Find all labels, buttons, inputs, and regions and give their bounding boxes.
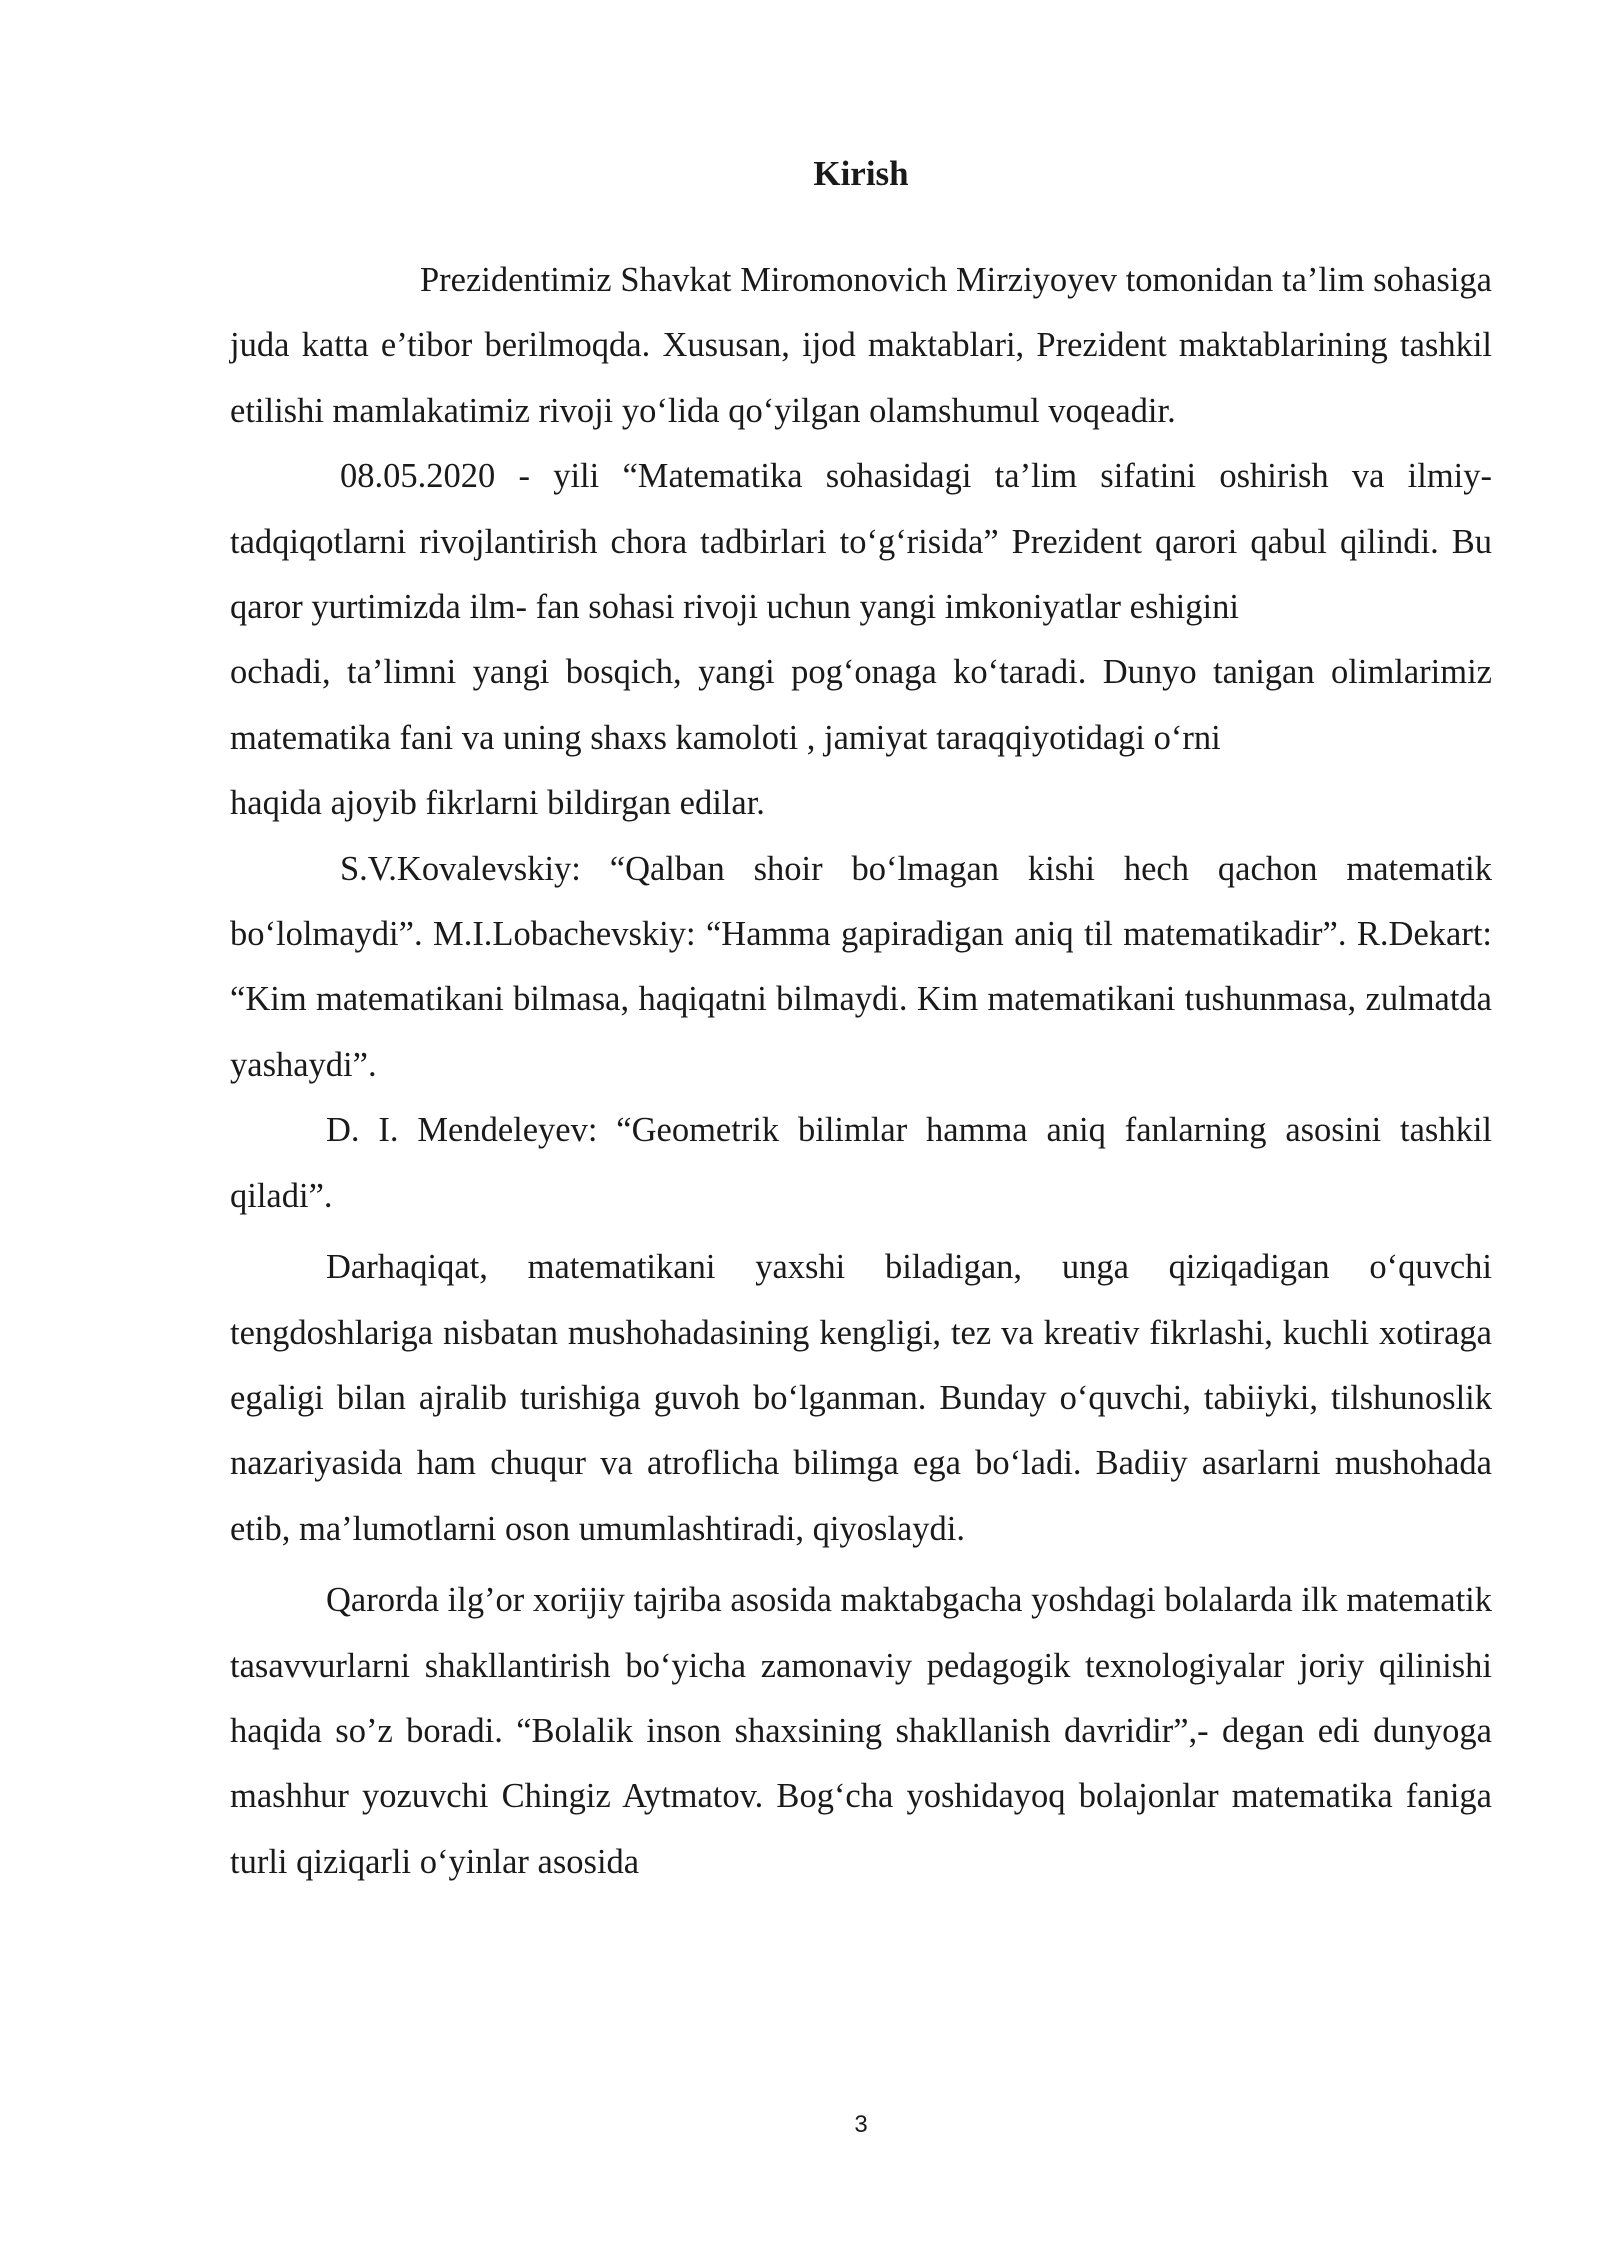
paragraph-decree-continued: ochadi, ta’limni yangi bosqich, yangi pog‘onaga ko‘taradi. Dunyo tanigan olimlarimiz matematika fani va uning shaxs kamoloti , jamiyat taraqqiyotidagi o‘rni xyxy=(230,653,1492,757)
section-title: Kirish xyxy=(813,154,909,193)
paragraph-decree-end: haqida ajoyib fikrlarni bildirgan edilar. xyxy=(230,784,765,823)
page-number: 3 xyxy=(854,2111,868,2138)
paragraph-mendeleyev: D. I. Mendeleyev: “Geometrik bilimlar hamma aniq fanlarning asosini tashkil qiladi”. xyxy=(230,1111,1492,1215)
paragraph-qarorda: Qarorda ilg’or xorijiy tajriba asosida maktabgacha yoshdagi bolalarda ilk matematik tasavvurlarni shakllantirish bo‘yicha zamonaviy pedagogik texnologiyalar joriy qilinishi haqida so’z boradi. “Bolalik inson shaxsining shakllanish davridir”,- degan edi dunyoga mashhur yozuvchi Chingiz Aytmatov. Bog‘cha yoshidayoq bolajonlar matematika faniga turli qiziqarli o‘yinlar asosida xyxy=(230,1581,1492,1881)
paragraph-quotes: S.V.Kovalevskiy: “Qalban shoir bo‘lmagan kishi hech qachon matematik bo‘lolmaydi”. M.I.Lobachevskiy: “Hamma gapiradigan aniq til matematikadir”. R.Dekart: “Kim matematikani bilmasa, haqiqatni bilmaydi. Kim matematikani tushunmasa, zulmatda yashaydi”. xyxy=(230,849,1492,1084)
paragraph-darhaqiqat: Darhaqiqat, matematikani yaxshi biladigan, unga qiziqadigan o‘quvchi tengdoshlariga nisbatan mushohadasining kengligi, tez va kreativ fikrlashi, kuchli xotiraga egaligi bilan ajralib turishiga guvoh bo‘lganman. Bunday o‘quvchi, tabiiyki, tilshunoslik nazariyasida ham chuqur va atroflicha bilimga ega bo‘ladi. Badiiy asarlarni mushohada etib, ma’lumotlarni oson umumlashtiradi, qiyoslaydi. xyxy=(230,1248,1492,1548)
paragraph-intro: Prezidentimiz Shavkat Miromonovich Mirziyoyev tomonidan ta’lim sohasiga juda katta e’tibor berilmoqda. Xususan, ijod maktablari, Prezident maktablarining tashkil etilishi mamlakatimiz rivoji yo‘lida qo‘yilgan olamshumul voqeadir. xyxy=(230,261,1492,430)
paragraph-decree: 08.05.2020 - yili “Matematika sohasidagi ta’lim sifatini oshirish va ilmiy-tadqiqotlarni rivojlantirish chora tadbirlari to‘g‘risida” Prezident qarori qabul qilindi. Bu qaror yurtimizda ilm- fan sohasi rivoji uchun yangi imkoniyatlar eshigini xyxy=(230,457,1492,627)
body-text xyxy=(230,248,1492,1895)
